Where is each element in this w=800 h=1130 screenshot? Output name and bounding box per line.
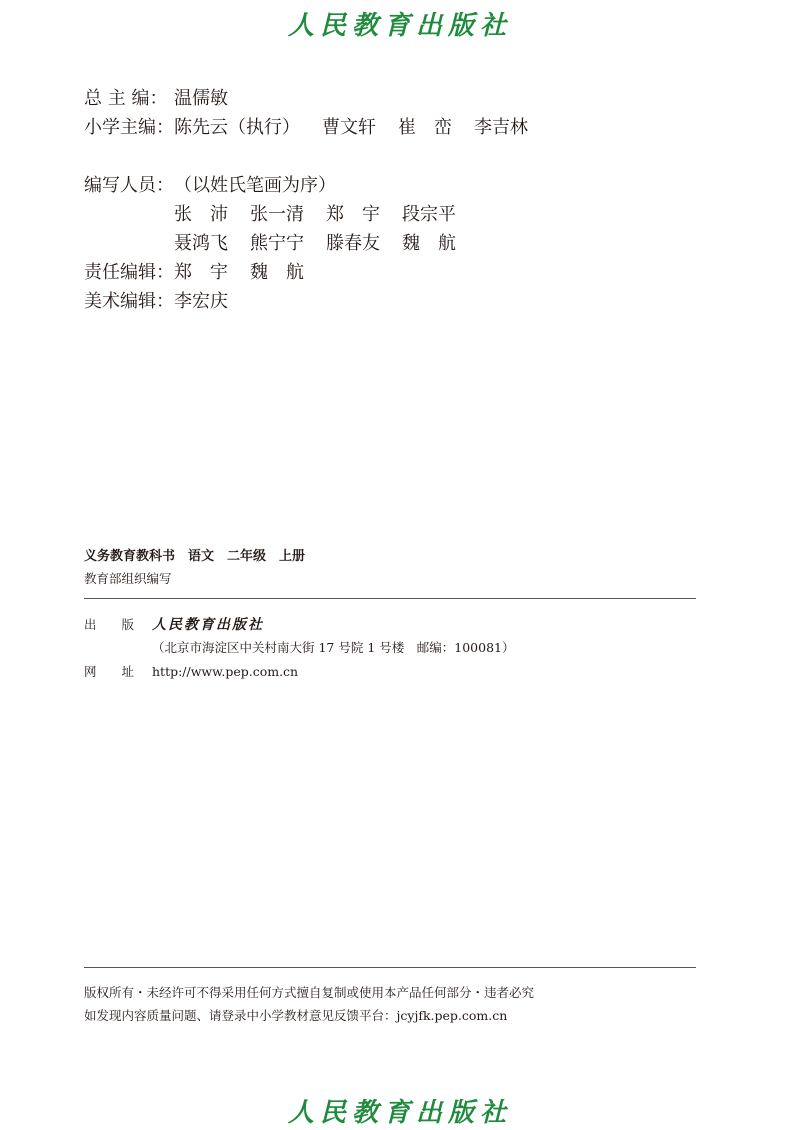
copyright-notice: 版权所有・未经许可不得采用任何方式擅自复制或使用本产品任何部分・违者必究 (84, 985, 535, 1000)
primary-editor-label: 小学主编： (84, 117, 174, 138)
chief-editor-label: 总 主 编： (84, 88, 168, 109)
writers-label: 编写人员： (84, 175, 174, 196)
publisher-label: 出 版 (84, 617, 135, 632)
publisher-address: （北京市海淀区中关村南大街 17 号院 1 号楼 邮编：100081） (152, 640, 515, 655)
responsible-editor-name: 郑 宇 (174, 262, 228, 283)
writer-name: 张一清 (250, 204, 304, 225)
divider-bottom (84, 967, 696, 968)
primary-editor-other: 曹文轩 (322, 117, 376, 138)
responsible-editors-label: 责任编辑： (84, 262, 174, 283)
writer-name: 聂鸿飞 (174, 233, 228, 254)
primary-editor-row (84, 113, 528, 142)
publisher-name-logo: 人民教育出版社 (152, 617, 264, 633)
writers-note: （以姓氏笔画为序） (174, 175, 336, 196)
writer-name: 熊宁宁 (250, 233, 304, 254)
primary-editor-other: 李吉林 (474, 117, 528, 138)
writers-names-line2 (174, 229, 456, 258)
website-label: 网 址 (84, 664, 135, 679)
divider-top (84, 598, 696, 599)
feedback-notice: 如发现内容质量问题、请登录中小学教材意见反馈平台：jcyjfk.pep.com.cn (84, 1008, 508, 1023)
writers-row (84, 171, 336, 200)
art-editor-name: 李宏庆 (174, 291, 228, 312)
book-organizer: 教育部组织编写 (84, 571, 172, 586)
primary-editor-other: 崔 峦 (398, 117, 452, 138)
chief-editor-name: 温儒敏 (174, 88, 228, 109)
publisher-logo-top: 人民教育出版社 (287, 11, 512, 41)
primary-editor-name: 陈先云（执行） (174, 117, 300, 138)
website-row (84, 662, 298, 680)
publisher-row (84, 614, 264, 634)
art-editor-row (84, 287, 228, 316)
chief-editor-row (84, 84, 228, 113)
responsible-editor-name: 魏 航 (250, 262, 304, 283)
writer-name: 段宗平 (402, 204, 456, 225)
writer-name: 郑 宇 (326, 204, 380, 225)
website-link[interactable]: http://www.pep.com.cn (152, 664, 299, 679)
responsible-editors-row (84, 258, 304, 287)
publisher-logo-bottom: 人民教育出版社 (287, 1098, 512, 1128)
book-title: 义务教育教科书 语文 二年级 上册 (84, 549, 306, 564)
writer-name: 魏 航 (402, 233, 456, 254)
writer-name: 滕春友 (326, 233, 380, 254)
writers-names-line1 (174, 200, 456, 229)
writer-name: 张 沛 (174, 204, 228, 225)
art-editor-label: 美术编辑： (84, 291, 174, 312)
